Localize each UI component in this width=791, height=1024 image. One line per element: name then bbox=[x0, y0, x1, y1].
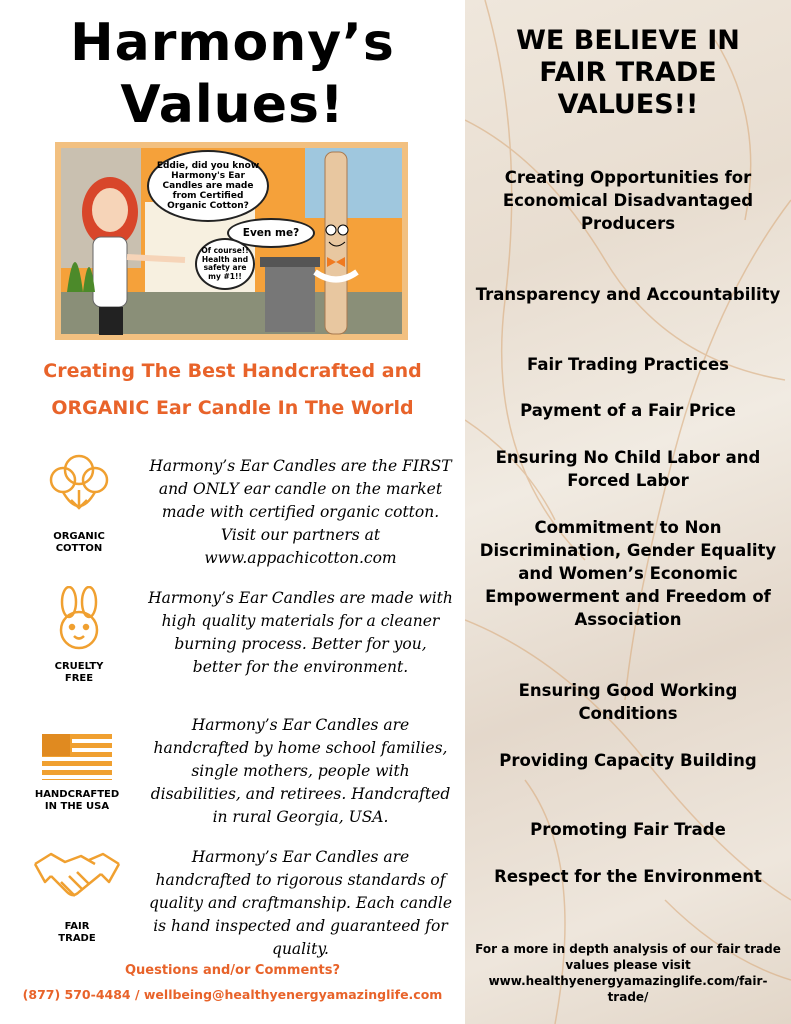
feature-cruelty-free bbox=[24, 586, 134, 685]
feature-label-line2: IN THE USA bbox=[44, 801, 110, 812]
values-footer: For a more in depth analysis of our fair trade values please visit www.healthyenergyamazinglife.com/fair-trade/ bbox=[475, 942, 781, 1004]
handshake-icon bbox=[31, 846, 123, 912]
value-item: Ensuring Good Working Conditions bbox=[518, 681, 738, 723]
feature-label-line2: TRADE bbox=[58, 933, 96, 944]
value-item: Promoting Fair Trade bbox=[530, 820, 726, 839]
comic-illustration bbox=[55, 142, 408, 340]
us-flag-icon bbox=[42, 734, 112, 780]
values-title-line2: FAIR TRADE bbox=[539, 57, 717, 88]
values-title-line3: VALUES!! bbox=[557, 89, 699, 120]
page-title-line2: Values! bbox=[120, 75, 345, 135]
page-title-line1: Harmony’s bbox=[70, 13, 395, 73]
feature-organic-cotton bbox=[24, 446, 134, 555]
subtitle-line2: ORGANIC Ear Candle In The World bbox=[51, 397, 414, 419]
feature-label-line1: FAIR bbox=[64, 921, 90, 932]
feature-label-line2: COTTON bbox=[55, 543, 103, 554]
value-item: Payment of a Fair Price bbox=[520, 401, 736, 420]
cotton-boll-icon bbox=[41, 446, 117, 522]
feature-label-line1: CRUELTY bbox=[54, 661, 104, 672]
feature-label-organic bbox=[24, 531, 134, 555]
speech-bubble-2: Even me? bbox=[227, 218, 315, 248]
feature-label-line1: HANDCRAFTED bbox=[34, 789, 120, 800]
feature-fair-trade bbox=[22, 846, 132, 945]
feature-text-fairtrade: Harmony’s Ear Candles are handcrafted to rigorous standards of quality and craftmanship. Each candle is hand inspected and guaranteed for quality. bbox=[148, 848, 453, 958]
feature-label-line1: ORGANIC bbox=[53, 531, 105, 542]
feature-text-organic: Harmony’s Ear Candles are the FIRST and ONLY ear candle on the market made with certified organic cotton. Visit our partners at www.appachicotton.com bbox=[149, 457, 452, 567]
value-item: Providing Capacity Building bbox=[499, 751, 757, 770]
footer-contact: (877) 570-4484 / wellbeing@healthyenergyamazinglife.com bbox=[22, 987, 443, 1002]
subtitle-line1: Creating The Best Handcrafted and bbox=[43, 360, 422, 382]
value-item: Creating Opportunities for Economical Disadvantaged Producers bbox=[502, 168, 754, 233]
feature-handcrafted-usa bbox=[22, 734, 132, 813]
footer-question: Questions and/or Comments? bbox=[124, 963, 341, 978]
feature-label-fairtrade bbox=[22, 921, 132, 945]
speech-bubble-1: Eddie, did you know Harmony's Ear Candles are made from Certified Organic Cotton? bbox=[147, 150, 269, 222]
value-item: Fair Trading Practices bbox=[527, 355, 729, 374]
value-item: Respect for the Environment bbox=[494, 867, 762, 886]
feature-label-usa bbox=[22, 789, 132, 813]
value-item: Ensuring No Child Labor and Forced Labor bbox=[495, 448, 761, 490]
value-item: Transparency and Accountability bbox=[475, 285, 781, 304]
values-title-line1: WE BELIEVE IN bbox=[516, 25, 740, 56]
right-panel bbox=[465, 0, 791, 1024]
feature-text-cruelty: Harmony’s Ear Candles are made with high quality materials for a cleaner burning process. Better for you, better for the environment. bbox=[148, 589, 453, 676]
feature-text-usa: Harmony’s Ear Candles are handcrafted by home school families, single mothers, people with disabilities, and retirees. Handcrafted in rural Georgia, USA. bbox=[150, 716, 451, 826]
feature-label-cruelty bbox=[24, 661, 134, 685]
value-item: Commitment to Non Discrimination, Gender Equality and Women’s Economic Empowerment and Freedom of Association bbox=[479, 518, 777, 629]
bunny-icon bbox=[49, 586, 109, 652]
feature-label-line2: FREE bbox=[64, 673, 94, 684]
speech-bubble-3: Of course!! Health and safety are my #1!! bbox=[195, 238, 255, 290]
